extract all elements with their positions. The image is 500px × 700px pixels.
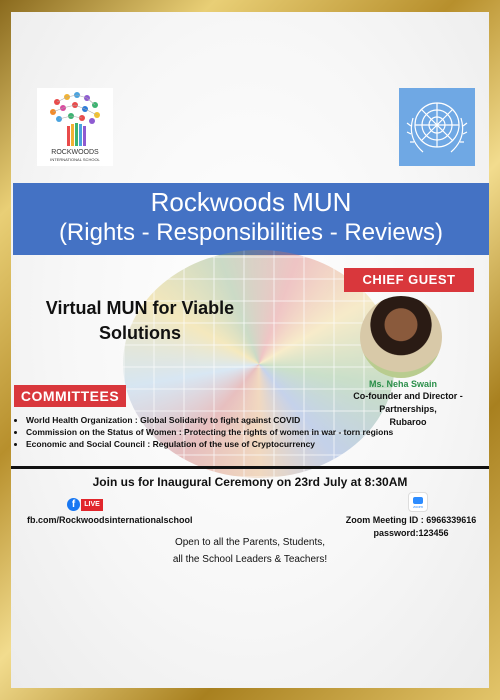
committee-item: • World Health Organization : Global Solidarity to fight against COVID (26, 414, 489, 426)
divider (11, 466, 489, 469)
un-emblem (399, 88, 475, 166)
zoom-password: password:123456 (373, 528, 449, 538)
inaugural-ceremony-text: Join us for Inaugural Ceremony on 23rd July at 8:30AM (92, 475, 408, 489)
chief-guest-tag: CHIEF GUEST (344, 268, 474, 292)
headline-line-2: Solutions (99, 323, 181, 343)
rockwoods-logo (37, 88, 113, 166)
headline (11, 296, 269, 346)
headline-line-1: Virtual MUN for Viable (45, 298, 235, 318)
audience-line-1: Open to all the Parents, Students, (174, 537, 326, 548)
svg-text:INTERNATIONAL SCHOOL: INTERNATIONAL SCHOOL (50, 157, 100, 162)
svg-text:ROCKWOODS: ROCKWOODS (51, 149, 99, 156)
event-subtitle: (Rights - Responsibilities - Reviews) (58, 219, 444, 246)
zoom-camera-icon (413, 497, 423, 504)
committee-item: • Economic and Social Council : Regulation of the use of Cryptocurrency (26, 438, 489, 450)
chief-guest-photo (360, 296, 442, 378)
audience-note (11, 534, 489, 568)
facebook-icon: f (67, 498, 80, 511)
live-badge: LIVE (81, 499, 103, 511)
audience-line-2: all the School Leaders & Teachers! (172, 554, 328, 565)
committee-item: • Commission on the Status of Women : Protecting the rights of women in war - torn regions (26, 426, 489, 438)
chief-guest-role-line-1: Co-founder and Director - Partnerships, (353, 391, 463, 414)
facebook-url[interactable]: fb.com/Rockwoodsinternationalschool (27, 515, 193, 525)
poster (11, 12, 489, 688)
zoom-icon (408, 492, 428, 512)
zoom-meeting-id: Zoom Meeting ID : 6966339616 (345, 515, 477, 525)
event-title: Rockwoods MUN (150, 187, 352, 217)
title-banner (13, 183, 489, 255)
committee-list (14, 414, 489, 450)
chief-guest-name: Ms. Neha Swain (368, 379, 438, 389)
rockwoods-tree-icon (37, 88, 113, 166)
un-emblem-icon (399, 88, 475, 166)
chief-guest-role-line-2: Rubaroo (389, 417, 427, 427)
zoom-icon-label: zoom (413, 504, 423, 509)
committees-tag: COMMITTEES (14, 385, 126, 407)
